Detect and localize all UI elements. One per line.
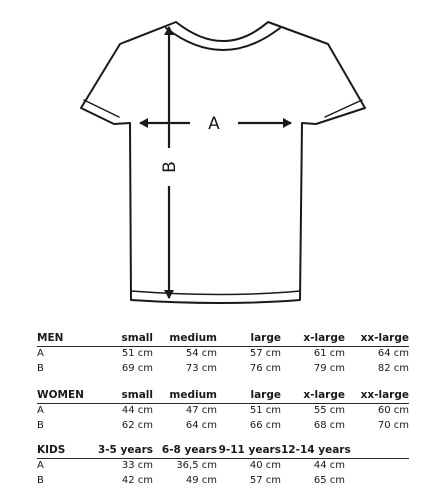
table-row (37, 418, 409, 433)
men-size-table (37, 331, 409, 376)
table-row (37, 346, 409, 361)
table-divider (37, 403, 409, 404)
table-cell: 49 cm (185, 475, 217, 486)
table-title: WOMEN (37, 389, 84, 401)
table-header-row (37, 331, 409, 346)
table-cell: 69 cm (121, 363, 153, 374)
size-header: 6-8 years (161, 444, 217, 456)
label-b: B (160, 161, 180, 173)
table-cell: 82 cm (377, 363, 409, 374)
table-cell: 36,5 cm (176, 460, 217, 471)
table-cell: 55 cm (313, 405, 345, 416)
table-cell: 40 cm (249, 460, 281, 471)
row-label: B (37, 420, 44, 431)
table-row (37, 403, 409, 418)
table-cell: 64 cm (185, 420, 217, 431)
size-header: x-large (303, 389, 345, 401)
size-header: medium (169, 332, 217, 344)
row-label: A (37, 460, 44, 471)
table-divider (37, 458, 409, 459)
table-cell: 68 cm (313, 420, 345, 431)
table-cell: 47 cm (185, 405, 217, 416)
size-header: small (121, 332, 153, 344)
row-label: A (37, 405, 44, 416)
table-cell: 44 cm (313, 460, 345, 471)
table-cell: 33 cm (121, 460, 153, 471)
table-cell: 44 cm (121, 405, 153, 416)
size-header: small (121, 389, 153, 401)
size-header: x-large (303, 332, 345, 344)
table-cell: 62 cm (121, 420, 153, 431)
table-cell: 64 cm (377, 348, 409, 359)
size-header: large (250, 389, 281, 401)
table-cell: 76 cm (249, 363, 281, 374)
size-header (345, 443, 409, 458)
label-a: A (208, 114, 220, 134)
size-header: medium (169, 389, 217, 401)
table-cell (345, 458, 409, 473)
table-cell: 79 cm (313, 363, 345, 374)
table-cell: 51 cm (121, 348, 153, 359)
table-cell: 57 cm (249, 475, 281, 486)
row-label: B (37, 475, 44, 486)
table-divider (37, 346, 409, 347)
size-header: 12-14 years (281, 444, 351, 456)
kids-size-table (37, 443, 409, 488)
row-label: A (37, 348, 44, 359)
table-cell: 73 cm (185, 363, 217, 374)
table-cell: 60 cm (377, 405, 409, 416)
table-cell: 51 cm (249, 405, 281, 416)
women-size-table (37, 388, 409, 433)
table-cell: 54 cm (185, 348, 217, 359)
size-header: xx-large (360, 332, 409, 344)
table-title: MEN (37, 332, 64, 344)
table-header-row (37, 443, 409, 458)
table-cell: 65 cm (313, 475, 345, 486)
table-title: KIDS (37, 444, 66, 456)
table-cell (345, 473, 409, 488)
t-shirt-outline (81, 22, 365, 303)
table-row (37, 473, 409, 488)
size-header: xx-large (360, 389, 409, 401)
table-header-row (37, 388, 409, 403)
table-cell: 70 cm (377, 420, 409, 431)
table-cell: 42 cm (121, 475, 153, 486)
size-header: 9-11 years (218, 444, 281, 456)
size-header: 3-5 years (97, 444, 153, 456)
table-cell: 61 cm (313, 348, 345, 359)
table-row (37, 458, 409, 473)
table-row (37, 361, 409, 376)
table-cell: 66 cm (249, 420, 281, 431)
table-cell: 57 cm (249, 348, 281, 359)
row-label: B (37, 363, 44, 374)
size-header: large (250, 332, 281, 344)
